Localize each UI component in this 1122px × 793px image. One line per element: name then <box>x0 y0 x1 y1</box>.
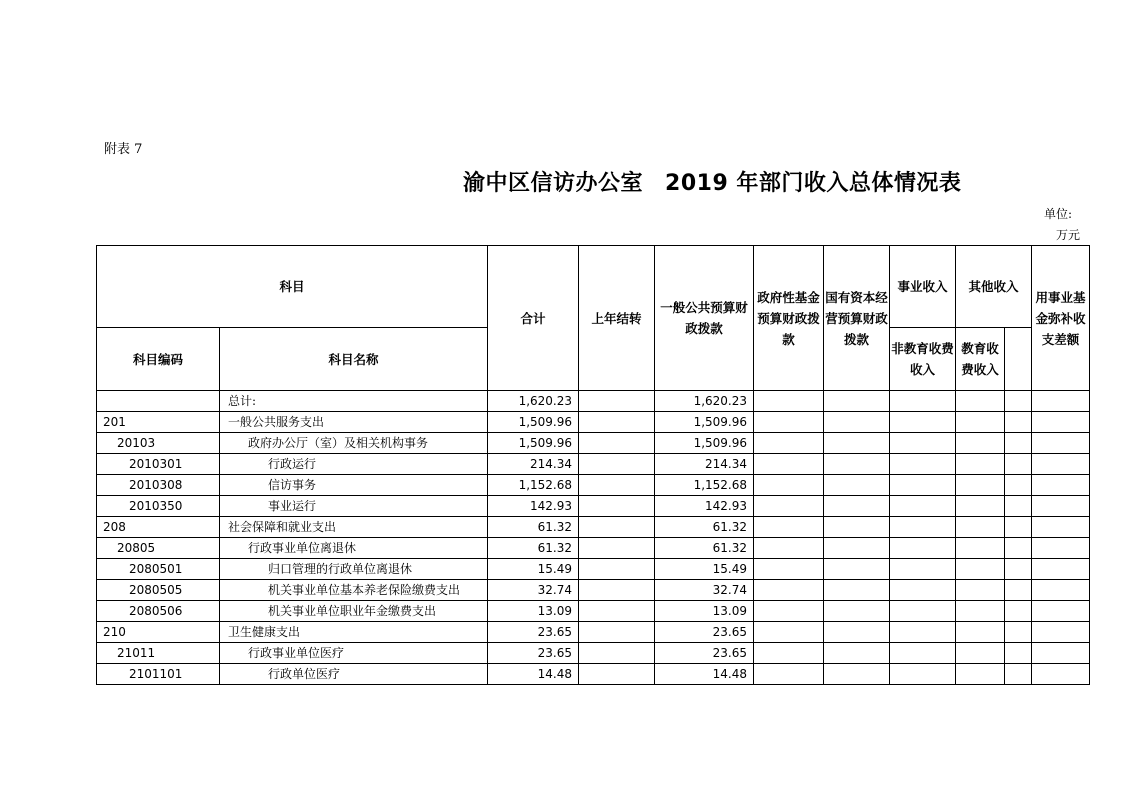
header-state-capital: 国有资本经营预算财政拨款 <box>824 246 890 391</box>
cell-edu-fee <box>956 391 1005 412</box>
cell-gov-fund <box>754 496 824 517</box>
cell-subject-code: 2010350 <box>97 496 220 517</box>
cell-carryover <box>579 580 655 601</box>
table-row <box>97 643 1090 664</box>
cell-subject-code: 20805 <box>97 538 220 559</box>
cell-state-capital <box>824 496 890 517</box>
table-row <box>97 475 1090 496</box>
header-subject-name: 科目名称 <box>220 328 488 391</box>
cell-carryover <box>579 559 655 580</box>
cell-general-budget: 14.48 <box>655 664 754 685</box>
cell-subject-code: 2010308 <box>97 475 220 496</box>
cell-gov-fund <box>754 391 824 412</box>
cell-other <box>1005 664 1032 685</box>
cell-subject-code: 208 <box>97 517 220 538</box>
cell-gov-fund <box>754 517 824 538</box>
cell-subject-code: 2080501 <box>97 559 220 580</box>
cell-carryover <box>579 601 655 622</box>
cell-gov-fund <box>754 412 824 433</box>
cell-general-budget: 142.93 <box>655 496 754 517</box>
cell-carryover <box>579 475 655 496</box>
cell-total: 1,620.23 <box>488 391 579 412</box>
header-carryover: 上年结转 <box>579 246 655 391</box>
cell-other <box>1005 454 1032 475</box>
cell-other <box>1005 496 1032 517</box>
cell-subject-name: 行政事业单位离退休 <box>220 538 488 559</box>
cell-carryover <box>579 622 655 643</box>
cell-other <box>1005 433 1032 454</box>
cell-subject-name: 机关事业单位基本养老保险缴费支出 <box>220 580 488 601</box>
cell-balance-supplement <box>1032 391 1090 412</box>
cell-state-capital <box>824 559 890 580</box>
cell-gov-fund <box>754 433 824 454</box>
cell-subject-name: 行政单位医疗 <box>220 664 488 685</box>
cell-general-budget: 1,620.23 <box>655 391 754 412</box>
cell-subject-code: 2101101 <box>97 664 220 685</box>
cell-general-budget: 23.65 <box>655 643 754 664</box>
cell-edu-fee <box>956 475 1005 496</box>
header-total: 合计 <box>488 246 579 391</box>
cell-total: 23.65 <box>488 622 579 643</box>
cell-subject-code: 2010301 <box>97 454 220 475</box>
header-blank-sub <box>1005 328 1032 391</box>
cell-state-capital <box>824 475 890 496</box>
cell-edu-fee <box>956 559 1005 580</box>
cell-gov-fund <box>754 538 824 559</box>
cell-edu-fee <box>956 433 1005 454</box>
cell-edu-fee <box>956 412 1005 433</box>
cell-balance-supplement <box>1032 601 1090 622</box>
cell-other <box>1005 559 1032 580</box>
cell-general-budget: 32.74 <box>655 580 754 601</box>
cell-subject-name: 机关事业单位职业年金缴费支出 <box>220 601 488 622</box>
cell-state-capital <box>824 517 890 538</box>
cell-subject-code: 20103 <box>97 433 220 454</box>
cell-balance-supplement <box>1032 664 1090 685</box>
cell-state-capital <box>824 454 890 475</box>
cell-balance-supplement <box>1032 475 1090 496</box>
header-subject-code: 科目编码 <box>97 328 220 391</box>
cell-general-budget: 13.09 <box>655 601 754 622</box>
header-subject: 科目 <box>97 246 488 328</box>
cell-subject-code: 21011 <box>97 643 220 664</box>
cell-balance-supplement <box>1032 580 1090 601</box>
unit-value: 万元 <box>1055 228 1080 242</box>
cell-balance-supplement <box>1032 538 1090 559</box>
table-row <box>97 454 1090 475</box>
table-row <box>97 580 1090 601</box>
table-row <box>97 664 1090 685</box>
cell-subject-code: 2080506 <box>97 601 220 622</box>
cell-total: 1,509.96 <box>488 433 579 454</box>
cell-subject-name: 卫生健康支出 <box>220 622 488 643</box>
cell-state-capital <box>824 643 890 664</box>
cell-subject-name: 行政事业单位医疗 <box>220 643 488 664</box>
cell-state-capital <box>824 433 890 454</box>
cell-general-budget: 1,152.68 <box>655 475 754 496</box>
table-row <box>97 559 1090 580</box>
header-edu-fee: 教育收费收入 <box>956 328 1005 391</box>
table-row <box>97 433 1090 454</box>
cell-state-capital <box>824 412 890 433</box>
cell-total: 214.34 <box>488 454 579 475</box>
cell-gov-fund <box>754 580 824 601</box>
cell-other <box>1005 517 1032 538</box>
table-row <box>97 622 1090 643</box>
cell-subject-code: 201 <box>97 412 220 433</box>
cell-non-edu-fee <box>890 412 956 433</box>
cell-edu-fee <box>956 643 1005 664</box>
title-department: 渝中区信访办公室 <box>463 171 644 196</box>
table-row <box>97 538 1090 559</box>
cell-edu-fee <box>956 517 1005 538</box>
cell-balance-supplement <box>1032 622 1090 643</box>
cell-gov-fund <box>754 664 824 685</box>
cell-total: 61.32 <box>488 538 579 559</box>
cell-balance-supplement <box>1032 559 1090 580</box>
header-gov-fund: 政府性基金预算财政拨款 <box>754 246 824 391</box>
cell-gov-fund <box>754 643 824 664</box>
cell-carryover <box>579 496 655 517</box>
cell-edu-fee <box>956 496 1005 517</box>
cell-other <box>1005 643 1032 664</box>
cell-carryover <box>579 664 655 685</box>
cell-subject-name: 行政运行 <box>220 454 488 475</box>
header-general-budget: 一般公共预算财政拨款 <box>655 246 754 391</box>
cell-total: 61.32 <box>488 517 579 538</box>
table-row <box>97 517 1090 538</box>
cell-edu-fee <box>956 538 1005 559</box>
cell-general-budget: 1,509.96 <box>655 412 754 433</box>
cell-edu-fee <box>956 664 1005 685</box>
header-balance-supplement: 用事业基金弥补收支差额 <box>1032 246 1090 391</box>
cell-subject-code: 2080505 <box>97 580 220 601</box>
cell-gov-fund <box>754 622 824 643</box>
cell-carryover <box>579 538 655 559</box>
cell-carryover <box>579 433 655 454</box>
cell-gov-fund <box>754 601 824 622</box>
cell-other <box>1005 622 1032 643</box>
cell-other <box>1005 538 1032 559</box>
cell-edu-fee <box>956 601 1005 622</box>
cell-subject-name: 归口管理的行政单位离退休 <box>220 559 488 580</box>
cell-general-budget: 61.32 <box>655 538 754 559</box>
cell-non-edu-fee <box>890 601 956 622</box>
cell-non-edu-fee <box>890 664 956 685</box>
cell-total: 1,509.96 <box>488 412 579 433</box>
cell-non-edu-fee <box>890 580 956 601</box>
cell-non-edu-fee <box>890 496 956 517</box>
cell-subject-name: 社会保障和就业支出 <box>220 517 488 538</box>
cell-general-budget: 23.65 <box>655 622 754 643</box>
title-text: 2019 年部门收入总体情况表 <box>665 171 962 196</box>
cell-total: 142.93 <box>488 496 579 517</box>
cell-subject-name: 信访事务 <box>220 475 488 496</box>
cell-total: 1,152.68 <box>488 475 579 496</box>
cell-other <box>1005 580 1032 601</box>
cell-carryover <box>579 454 655 475</box>
cell-subject-name: 事业运行 <box>220 496 488 517</box>
table-row <box>97 601 1090 622</box>
cell-state-capital <box>824 391 890 412</box>
cell-non-edu-fee <box>890 391 956 412</box>
cell-subject-code: 210 <box>97 622 220 643</box>
cell-state-capital <box>824 580 890 601</box>
cell-balance-supplement <box>1032 454 1090 475</box>
cell-total: 14.48 <box>488 664 579 685</box>
appendix-label: 附表 7 <box>104 142 143 157</box>
cell-non-edu-fee <box>890 559 956 580</box>
cell-other <box>1005 601 1032 622</box>
cell-other <box>1005 412 1032 433</box>
cell-total: 13.09 <box>488 601 579 622</box>
cell-balance-supplement <box>1032 433 1090 454</box>
cell-subject-name: 政府办公厅（室）及相关机构事务 <box>220 433 488 454</box>
cell-edu-fee <box>956 454 1005 475</box>
cell-carryover <box>579 391 655 412</box>
cell-non-edu-fee <box>890 454 956 475</box>
cell-total: 15.49 <box>488 559 579 580</box>
cell-subject-name: 一般公共服务支出 <box>220 412 488 433</box>
cell-state-capital <box>824 622 890 643</box>
cell-non-edu-fee <box>890 433 956 454</box>
cell-total: 23.65 <box>488 643 579 664</box>
cell-non-edu-fee <box>890 643 956 664</box>
header-non-edu-fee: 非教育收费收入 <box>890 328 956 391</box>
cell-state-capital <box>824 538 890 559</box>
cell-state-capital <box>824 601 890 622</box>
income-table <box>96 245 1090 685</box>
cell-non-edu-fee <box>890 517 956 538</box>
cell-subject-name: 总计: <box>220 391 488 412</box>
cell-gov-fund <box>754 559 824 580</box>
cell-balance-supplement <box>1032 643 1090 664</box>
cell-carryover <box>579 412 655 433</box>
cell-balance-supplement <box>1032 412 1090 433</box>
cell-carryover <box>579 643 655 664</box>
cell-state-capital <box>824 664 890 685</box>
page-title <box>463 166 961 197</box>
cell-total: 32.74 <box>488 580 579 601</box>
header-business-income: 事业收入 <box>890 246 956 328</box>
cell-other <box>1005 391 1032 412</box>
cell-subject-code <box>97 391 220 412</box>
header-other-income: 其他收入 <box>956 246 1032 328</box>
cell-gov-fund <box>754 454 824 475</box>
table-row <box>97 391 1090 412</box>
table-row <box>97 412 1090 433</box>
cell-general-budget: 214.34 <box>655 454 754 475</box>
cell-non-edu-fee <box>890 622 956 643</box>
cell-gov-fund <box>754 475 824 496</box>
cell-other <box>1005 475 1032 496</box>
cell-edu-fee <box>956 622 1005 643</box>
cell-carryover <box>579 517 655 538</box>
cell-balance-supplement <box>1032 496 1090 517</box>
table-row <box>97 496 1090 517</box>
cell-general-budget: 1,509.96 <box>655 433 754 454</box>
table-body <box>97 391 1090 685</box>
cell-balance-supplement <box>1032 517 1090 538</box>
cell-non-edu-fee <box>890 538 956 559</box>
cell-general-budget: 61.32 <box>655 517 754 538</box>
cell-general-budget: 15.49 <box>655 559 754 580</box>
unit-label: 单位: <box>1043 207 1072 221</box>
cell-non-edu-fee <box>890 475 956 496</box>
cell-edu-fee <box>956 580 1005 601</box>
